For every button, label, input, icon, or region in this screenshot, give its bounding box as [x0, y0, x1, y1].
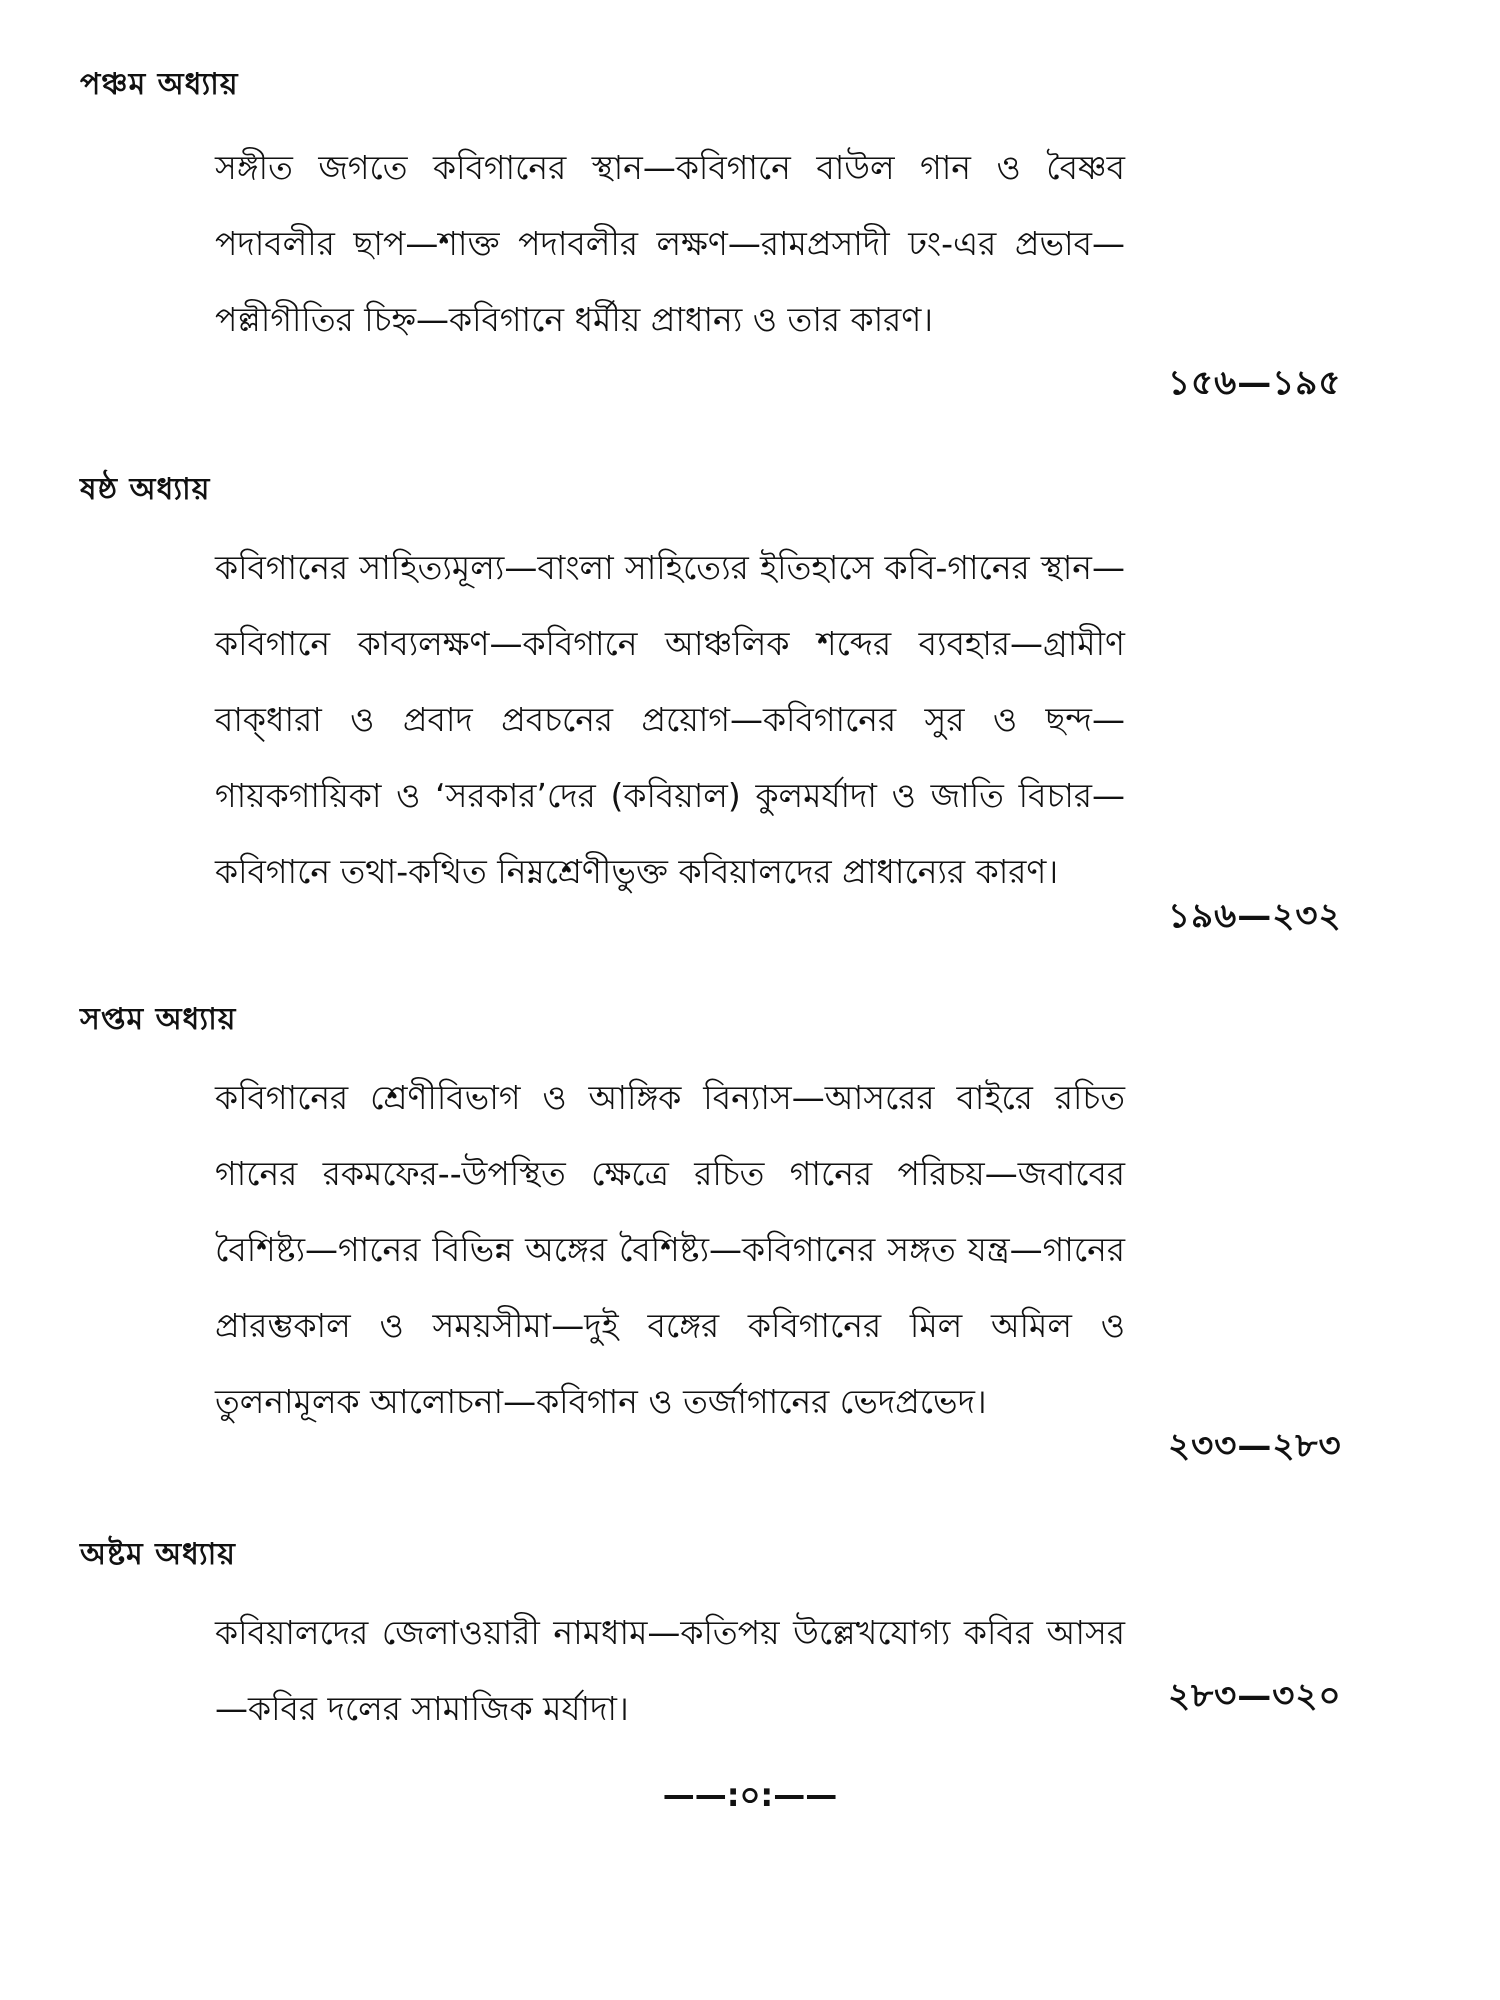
end-ornament: ——:০:—— — [662, 1776, 838, 1814]
page-range-7: ২৩৩—২৮৩ — [1168, 1426, 1342, 1466]
page-range-6: ১৯৬—২৩২ — [1168, 896, 1342, 936]
chapter-summary-8: কবিয়ালদের জেলাওয়ারী নামধাম—কতিপয় উল্লেখযোগ্য কবির আসর—কবির দলের সামাজিক মর্যাদা। — [215, 1613, 1125, 1728]
chapter-summary-5: সঙ্গীত জগতে কবিগানের স্থান—কবিগানে বাউল গান ও বৈষ্ণব পদাবলীর ছাপ—শাক্ত পদাবলীর লক্ষণ—রামপ্রসাদী ঢং-এর প্রভাব—পল্লীগীতির চিহ্ন—কবিগানে ধর্মীয় প্রাধান্য ও তার কারণ। — [215, 148, 1125, 339]
chapter-heading-5: পঞ্চম অধ্যায় — [80, 67, 239, 102]
chapter-heading-8: অষ্টম অধ্যায় — [80, 1537, 236, 1572]
page-range-5: ১৫৬—১৯৫ — [1168, 363, 1342, 403]
chapter-summary-7: কবিগানের শ্রেণীবিভাগ ও আঙ্গিক বিন্যাস—আসরের বাইরে রচিত গানের রকমফের--উপস্থিত ক্ষেত্রে রচিত গানের পরিচয়—জবাবের বৈশিষ্ট্য—গানের বিভিন্ন অঙ্গের বৈশিষ্ট্য—কবিগানের সঙ্গত যন্ত্র—গানের প্রারম্ভকাল ও সময়সীমা—দুই বঙ্গের কবিগানের মিল অমিল ও তুলনামূলক আলোচনা—কবিগান ও তর্জাগানের ভেদপ্রভেদ। — [215, 1078, 1125, 1421]
chapter-heading-7: সপ্তম অধ্যায় — [80, 1002, 237, 1037]
chapter-heading-6: ষষ্ঠ অধ্যায় — [80, 472, 211, 507]
chapter-summary-6: কবিগানের সাহিত্যমূল্য—বাংলা সাহিত্যের ইতিহাসে কবি-গানের স্থান—কবিগানে কাব্যলক্ষণ—কবিগানে আঞ্চলিক শব্দের ব্যবহার—গ্রামীণ বাক্‌ধারা ও প্রবাদ প্রবচনের প্রয়োগ—কবিগানের সুর ও ছন্দ—গায়কগায়িকা ও ‘সরকার’দের (কবিয়াল) কুলমর্যাদা ও জাতি বিচার—কবিগানে তথা-কথিত নিম্নশ্রেণীভুক্ত কবিয়ালদের প্রাধান্যের কারণ। — [215, 548, 1125, 891]
page-range-8: ২৮৩—৩২০ — [1168, 1676, 1342, 1716]
